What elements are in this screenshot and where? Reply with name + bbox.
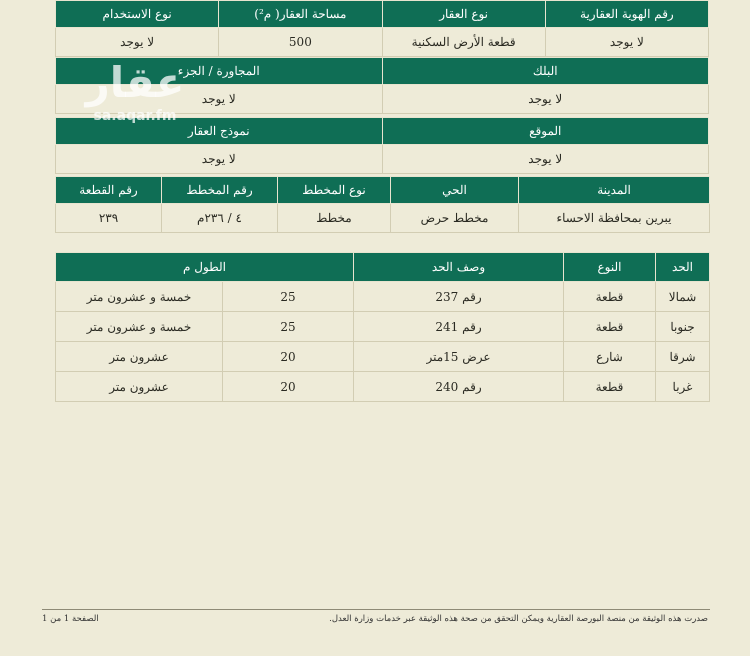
value-real-estate-id: لا يوجد: [545, 28, 708, 57]
boundary-type: قطعة: [564, 312, 656, 342]
value-city: يبرين بمحافظة الاحساء: [519, 204, 710, 233]
boundary-type: شارع: [564, 342, 656, 372]
boundary-length-words: خمسة و عشرون متر: [56, 282, 223, 312]
boundary-length: 25: [223, 312, 354, 342]
table-row: [56, 282, 710, 312]
aqar-url: sa.aqar.fm: [93, 108, 177, 124]
header-plan-type: نوع المخطط: [278, 177, 391, 204]
value-district: مخطط حرض: [391, 204, 519, 233]
header-length: الطول م: [56, 253, 354, 282]
value-block: لا يوجد: [382, 85, 709, 114]
boundary-length: 25: [223, 282, 354, 312]
footer-divider: [42, 609, 710, 610]
value-property-model: لا يوجد: [56, 145, 383, 174]
value-neighborhood-part: لا يوجد: [56, 85, 383, 114]
header-boundary-description: وصف الحد: [354, 253, 564, 282]
value-usage-type: لا يوجد: [56, 28, 219, 57]
boundary-description: رقم 240: [354, 372, 564, 402]
boundary-side: جنوبا: [656, 312, 710, 342]
header-usage-type: نوع الاستخدام: [56, 1, 219, 28]
boundary-side: غربا: [656, 372, 710, 402]
boundary-type: قطعة: [564, 372, 656, 402]
header-neighborhood-part: المجاورة / الجزء: [56, 58, 383, 85]
header-type: النوع: [564, 253, 656, 282]
plan-table: [55, 176, 710, 233]
aqar-logo: عقار: [85, 58, 185, 107]
boundary-type: قطعة: [564, 282, 656, 312]
boundary-length-words: عشرون متر: [56, 372, 223, 402]
header-block: البلك: [382, 58, 709, 85]
value-plot-number: ٢٣٩: [56, 204, 162, 233]
boundary-length: 20: [223, 342, 354, 372]
property-info-table: [55, 0, 709, 57]
header-real-estate-id: رقم الهوية العقارية: [545, 1, 708, 28]
value-property-area: 500: [219, 28, 382, 57]
table-row: [56, 342, 710, 372]
value-plan-type: مخطط: [278, 204, 391, 233]
boundary-length: 20: [223, 372, 354, 402]
footer-note: صدرت هذه الوثيقة من منصة البورصة العقارية ويمكن التحقق من صحة هذه الوثيقة عبر خدمات وزارة العدل.: [329, 614, 708, 624]
table-row: [56, 312, 710, 342]
header-property-type: نوع العقار: [382, 1, 545, 28]
value-location: لا يوجد: [382, 145, 709, 174]
header-property-model: نموذج العقار: [56, 118, 383, 145]
header-property-area: مساحة العقار( م²): [219, 1, 382, 28]
boundary-length-words: خمسة و عشرون متر: [56, 312, 223, 342]
header-plan-number: رقم المخطط: [162, 177, 278, 204]
boundary-length-words: عشرون متر: [56, 342, 223, 372]
header-boundary: الحد: [656, 253, 710, 282]
boundary-description: عرض 15متر: [354, 342, 564, 372]
boundary-description: رقم 241: [354, 312, 564, 342]
header-district: الحي: [391, 177, 519, 204]
page-number: الصفحة 1 من 1: [42, 614, 99, 624]
header-plot-number: رقم القطعة: [56, 177, 162, 204]
location-table: [55, 117, 709, 174]
table-row: [56, 372, 710, 402]
boundary-side: شرقا: [656, 342, 710, 372]
block-table: [55, 57, 709, 114]
header-city: المدينة: [519, 177, 710, 204]
header-location: الموقع: [382, 118, 709, 145]
value-plan-number: ٤ / ٢٣٦م: [162, 204, 278, 233]
boundary-description: رقم 237: [354, 282, 564, 312]
value-property-type: قطعة الأرض السكنية: [382, 28, 545, 57]
boundary-side: شمالا: [656, 282, 710, 312]
boundaries-table: [55, 252, 710, 402]
